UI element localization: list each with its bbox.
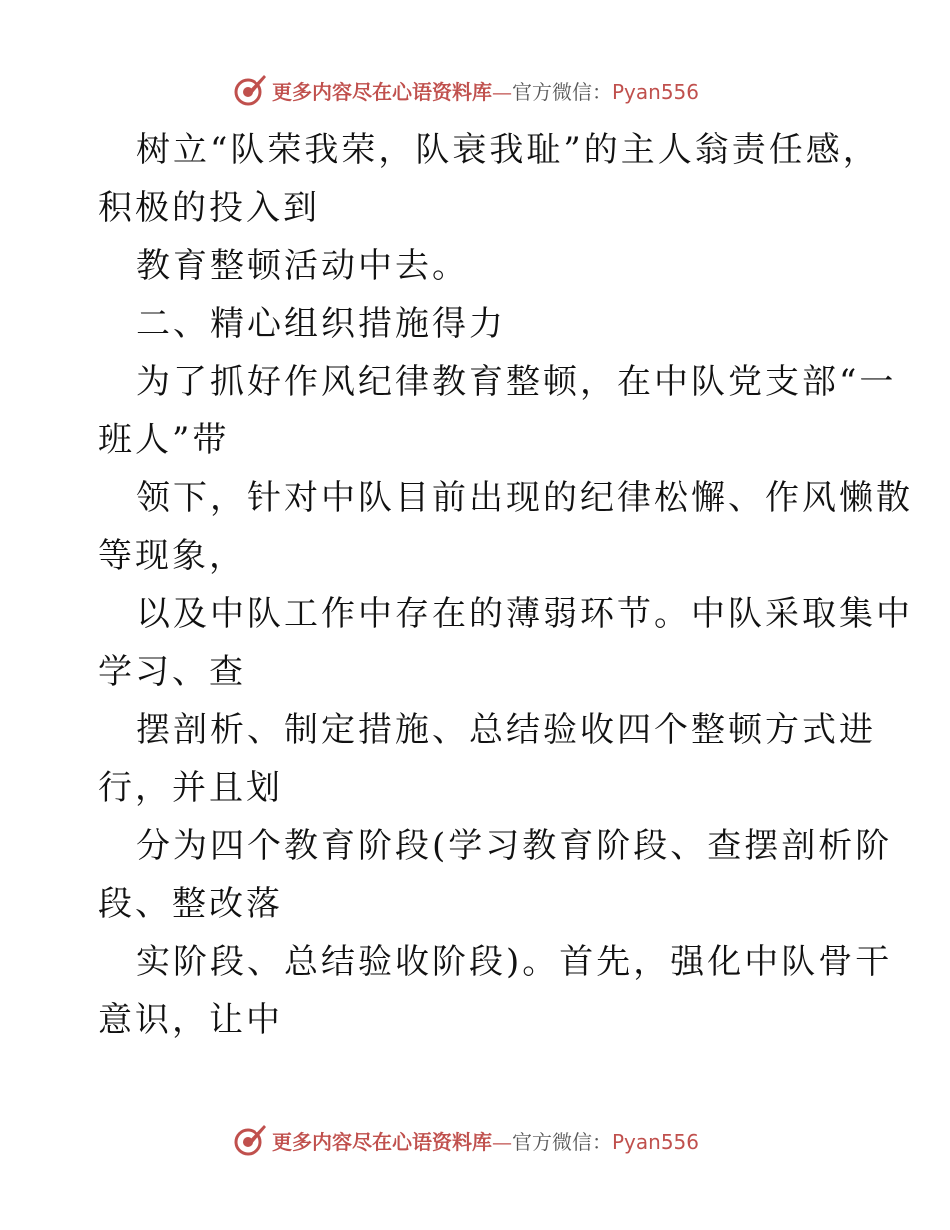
banner-separator: —	[492, 79, 512, 104]
text-line: 实阶段、总结验收阶段)。首先，强化中队骨干	[136, 942, 893, 982]
text-line: 摆剖析、制定措施、总结验收四个整顿方式进	[136, 710, 876, 750]
text-line: 班人”带	[98, 420, 230, 460]
banner-wechat-id: Pyan556	[612, 79, 700, 104]
text-line: 等现象，	[98, 536, 246, 576]
text-line: 行，并且划	[98, 768, 283, 808]
header-banner	[232, 70, 699, 110]
quill-logo-icon	[232, 1122, 268, 1158]
text-line: 积极的投入到	[98, 188, 320, 228]
text-line: 分为四个教育阶段(学习教育阶段、查摆剖析阶	[136, 826, 893, 866]
document-body	[98, 121, 913, 1049]
banner-wechat-label: 官方微信：	[512, 79, 612, 104]
text-line: 领下，针对中队目前出现的纪律松懈、作风懒散	[136, 478, 913, 518]
text-line: 意识，让中	[98, 1000, 283, 1040]
text-line: 树立“队荣我荣，队衰我耻”的主人翁责任感，	[136, 130, 880, 170]
banner-title: 更多内容尽在心语资料库	[272, 1129, 492, 1154]
text-line: 为了抓好作风纪律教育整顿，在中队党支部“一	[136, 362, 897, 402]
section-heading: 二、精心组织措施得力	[136, 304, 506, 344]
banner-separator: —	[492, 1129, 512, 1154]
banner-wechat-id: Pyan556	[612, 1129, 700, 1154]
banner-title: 更多内容尽在心语资料库	[272, 79, 492, 104]
quill-logo-icon	[232, 72, 268, 108]
text-line: 学习、查	[98, 652, 246, 692]
banner-wechat-label: 官方微信：	[512, 1129, 612, 1154]
footer-banner	[232, 1120, 699, 1160]
text-line: 段、整改落	[98, 884, 283, 924]
text-line: 以及中队工作中存在的薄弱环节。中队采取集中	[136, 594, 913, 634]
text-line: 教育整顿活动中去。	[136, 246, 469, 286]
